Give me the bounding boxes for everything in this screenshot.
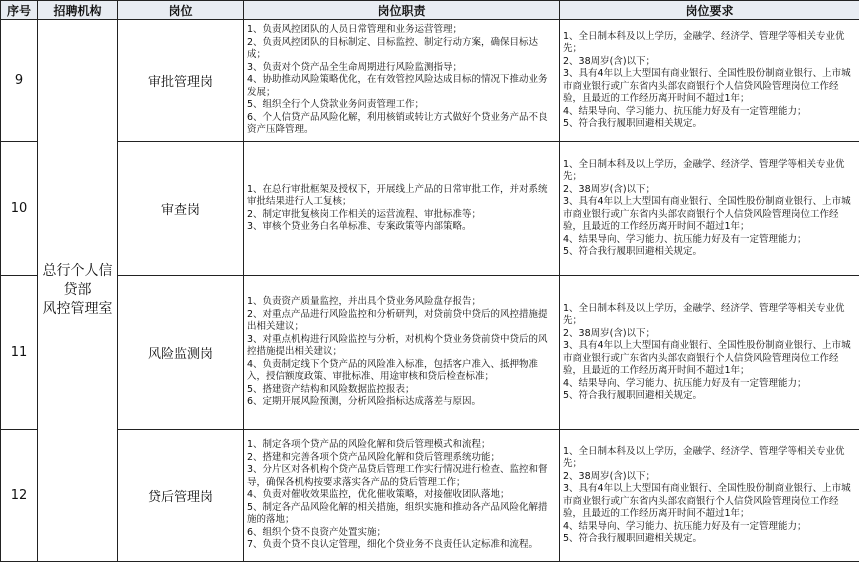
requirement-line: 4、结果导向、学习能力、抗压能力好及有一定管理能力； xyxy=(563,377,807,389)
row-position: 风险监测岗 xyxy=(118,276,244,430)
duty-line: 4、负责制定线下个贷产品的风险准入标准，包括客户准入、抵押物准入，授信额度政策、审批标准、用途审核和贷后检查标准； xyxy=(247,358,539,383)
row-position: 审批管理岗 xyxy=(118,20,244,142)
requirement-line: 5、符合我行履职回避相关规定。 xyxy=(563,390,703,401)
duty-line: 6、组织个贷不良资产处置实施； xyxy=(247,526,387,538)
header-duties: 岗位职责 xyxy=(244,1,560,20)
header-seq: 序号 xyxy=(1,1,38,20)
duty-line: 4、负责对催收效果监控，优化催收策略，对接催收团队落地； xyxy=(247,489,510,501)
duty-line: 4、协助推动风险策略优化，在有效管控风险达成目标的情况下推动业务发展； xyxy=(247,74,548,98)
org-line: 风控管理室 xyxy=(42,301,113,317)
requirement-line: 1、全日制本科及以上学历，金融学、经济学、管理学等相关专业优先； xyxy=(563,445,845,469)
duty-line: 1、在总行审批框架及授权下，开展线上产品的日常审批工作，并对系统审批结果进行人工复核； xyxy=(247,183,548,207)
requirement-line: 3、具有4年以上大型国有商业银行、全国性股份制商业银行、上市城市商业银行或广东省内头部农商银行个人信贷风险管理岗位工作经验，且最近的工作经历离开时间不超过1年； xyxy=(563,340,851,376)
duty-line: 3、负责对个贷产品全生命周期进行风险监测指导； xyxy=(247,61,463,73)
duty-line: 3、分片区对各机构个贷产品贷后管理工作实行情况进行检查、监控和督导，确保各机构按要求落实各产品的贷后管理工作； xyxy=(247,464,548,488)
requirement-line: 2、38周岁(含)以下； xyxy=(563,183,656,195)
row-duties xyxy=(244,276,560,430)
requirement-line: 4、结果导向、学习能力、抗压能力好及有一定管理能力； xyxy=(563,520,807,532)
duty-line: 3、审核个贷业务白名单标准、专案政策等内部策略。 xyxy=(247,221,472,232)
header-requirements: 岗位要求 xyxy=(560,1,859,20)
duty-line: 5、搭建资产结构和风险数据监控报表； xyxy=(247,383,415,395)
duty-line: 6、定期开展风险预测，分析风险指标达成落差与原因。 xyxy=(247,396,482,408)
requirement-line: 3、具有4年以上大型国有商业银行、全国性股份制商业银行、上市城市商业银行或广东省内头部农商银行个人信贷风险管理岗位工作经验，且最近的工作经历离开时间不超过1年； xyxy=(563,196,851,232)
duty-line: 5、制定各产品风险化解的相关措施，组织实施和推动各产品风险化解措施的落地； xyxy=(247,501,548,526)
requirement-line: 5、符合我行履职回避相关规定。 xyxy=(563,533,703,544)
row-duties xyxy=(244,142,560,276)
requirement-line: 3、具有4年以上大型国有商业银行、全国性股份制商业银行、上市城市商业银行或广东省内头部农商银行个人信贷风险管理岗位工作经验，且最近的工作经历离开时间不超过1年； xyxy=(563,483,851,519)
requirement-line: 2、38周岁(含)以下； xyxy=(563,55,656,67)
duty-line: 1、负责风控团队的人员日常管理和业务运营管理； xyxy=(247,24,463,36)
requirement-line: 2、38周岁(含)以下； xyxy=(563,470,656,482)
duty-line: 5、组织全行个人贷款业务问责管理工作； xyxy=(247,99,425,111)
org-line: 贷部 xyxy=(63,282,92,298)
org-line: 总行个人信 xyxy=(42,263,113,279)
row-requirements xyxy=(560,430,859,562)
requirement-line: 5、符合我行履职回避相关规定。 xyxy=(563,118,703,129)
requirement-line: 1、全日制本科及以上学历，金融学、经济学、管理学等相关专业优先； xyxy=(563,158,845,182)
header-position: 岗位 xyxy=(118,1,244,20)
row-seq: 11 xyxy=(1,276,38,430)
table-row xyxy=(1,142,859,276)
header-org: 招聘机构 xyxy=(38,1,118,20)
table-row xyxy=(1,430,859,562)
requirement-line: 4、结果导向、学习能力、抗压能力好及有一定管理能力； xyxy=(563,233,807,245)
row-requirements xyxy=(560,276,859,430)
requirement-line: 3、具有4年以上大型国有商业银行、全国性股份制商业银行、上市城市商业银行或广东省内头部农商银行个人信贷风险管理岗位工作经验，且最近的工作经历离开时间不超过1年； xyxy=(563,68,851,104)
duty-line: 1、制定各项个贷产品的风险化解和贷后管理模式和流程； xyxy=(247,439,491,451)
row-position: 审查岗 xyxy=(118,142,244,276)
duty-line: 2、负责风控团队的目标制定、目标监控、制定行动方案，确保目标达成； xyxy=(247,36,539,61)
table-row xyxy=(1,20,859,142)
row-requirements xyxy=(560,20,859,142)
requirement-line: 2、38周岁(含)以下； xyxy=(563,327,656,339)
duty-line: 2、制定审批复核岗工作相关的运营流程、审批标准等； xyxy=(247,208,482,220)
row-duties xyxy=(244,20,560,142)
table-row xyxy=(1,276,859,430)
org-cell xyxy=(38,20,118,562)
duty-line: 1、负责资产质量监控，并出具个贷业务风险盘存报告； xyxy=(247,296,482,308)
row-seq: 12 xyxy=(1,430,38,562)
duty-line: 2、对重点产品进行风险监控和分析研判，对贷前贷中贷后的风控措施提出相关建议； xyxy=(247,308,548,333)
duty-line: 3、对重点机构进行风险监控与分析，对机构个贷业务贷前贷中贷后的风控措施提出相关建议； xyxy=(247,333,548,358)
row-duties xyxy=(244,430,560,562)
row-position: 贷后管理岗 xyxy=(118,430,244,562)
duty-line: 7、负责个贷不良认定管理，细化个贷业务不良责任认定标准和流程。 xyxy=(247,539,539,551)
requirement-line: 1、全日制本科及以上学历，金融学、经济学、管理学等相关专业优先； xyxy=(563,302,845,326)
row-seq: 9 xyxy=(1,20,38,142)
row-requirements xyxy=(560,142,859,276)
duty-line: 6、个人信贷产品风险化解，利用核销或转让方式做好个贷业务产品不良资产压降管理。 xyxy=(247,111,548,136)
duty-line: 2、搭建和完善各项个贷产品风险化解和贷后管理系统功能； xyxy=(247,451,501,463)
requirement-line: 4、结果导向、学习能力、抗压能力好及有一定管理能力； xyxy=(563,105,807,117)
requirement-line: 1、全日制本科及以上学历，金融学、经济学、管理学等相关专业优先； xyxy=(563,30,845,54)
header-row xyxy=(1,1,859,20)
row-seq: 10 xyxy=(1,142,38,276)
requirement-line: 5、符合我行履职回避相关规定。 xyxy=(563,246,703,257)
